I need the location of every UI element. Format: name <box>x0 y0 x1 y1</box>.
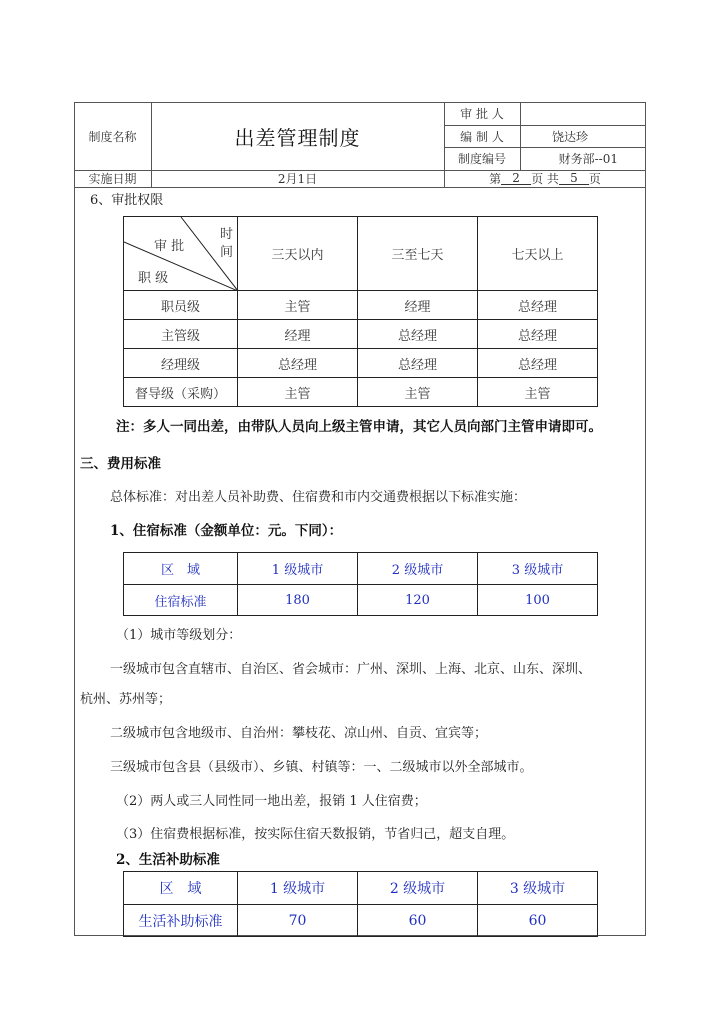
amount-cell: 120 <box>358 585 478 616</box>
column-header: 2 级城市 <box>358 872 478 905</box>
page-indicator <box>444 170 646 187</box>
approver-cell: 总经理 <box>478 291 598 320</box>
amount-cell: 70 <box>238 905 358 937</box>
approval-table <box>123 216 598 407</box>
lodging-heading: 1、住宿标准（金额单位：元。下同）： <box>110 523 343 539</box>
rule3-text: （3）住宿费根据标准，按实际住宿天数报销，节省归己，超支自理。 <box>116 827 515 842</box>
city-levels-heading: （1）城市等级划分： <box>116 628 242 643</box>
approver-cell: 经理 <box>358 291 478 320</box>
page-total: 5 <box>559 172 589 185</box>
column-header: 1 级城市 <box>238 553 358 585</box>
section-intro: 总体标准：对出差人员补助费、住宿费和市内交通费根据以下标准实施： <box>110 490 527 505</box>
level2-text: 二级城市包含地级市、自治州：攀枝花、凉山州、自贡、宜宾等； <box>110 726 488 741</box>
corner-approve-label: 审 批 <box>154 239 185 254</box>
column-header: 3 级城市 <box>478 872 598 905</box>
rule2-text: （2）两人或三人同性同一地出差，报销 1 人住宿费； <box>116 794 427 809</box>
column-header: 三至七天 <box>358 217 478 291</box>
page-current: 2 <box>501 172 531 185</box>
table-row <box>124 349 598 378</box>
approval-heading: 6、审批权限 <box>90 193 164 208</box>
subsidy-table <box>123 871 598 937</box>
approver-label: 审 批 人 <box>460 107 504 121</box>
editor-value: 饶达珍 <box>551 129 588 144</box>
section-heading: 三、费用标准 <box>80 456 161 472</box>
approver-cell: 总经理 <box>358 349 478 378</box>
policy-code-label: 制度编号 <box>457 152 506 166</box>
region-header: 区 域 <box>124 872 238 905</box>
column-header: 2 级城市 <box>358 553 478 585</box>
table-header-row <box>124 217 598 291</box>
column-header: 三天以内 <box>238 217 358 291</box>
approval-note: 注：多人一同出差，由带队人员向上级主管申请，其它人员向部门主管申请即可。 <box>116 419 602 435</box>
amount-cell: 180 <box>238 585 358 616</box>
header-divider <box>74 187 646 188</box>
approver-cell: 主管 <box>358 378 478 407</box>
corner-cell <box>124 217 238 291</box>
row-label: 生活补助标准 <box>124 905 238 937</box>
table-row <box>124 291 598 320</box>
page-mid: 页 共 <box>531 172 559 186</box>
lodging-table <box>123 552 598 616</box>
effective-date-label: 实施日期 <box>88 172 137 186</box>
column-header: 七天以上 <box>478 217 598 291</box>
row-label: 住宿标准 <box>124 585 238 616</box>
level1-line2: 杭州、苏州等； <box>80 692 172 707</box>
level-cell: 职员级 <box>124 291 238 320</box>
page-title: 出差管理制度 <box>234 125 361 150</box>
page-suffix: 页 <box>588 172 601 186</box>
corner-level-label: 职 级 <box>138 271 169 286</box>
table-row <box>124 378 598 407</box>
approver-cell: 总经理 <box>238 349 358 378</box>
approver-value <box>520 102 646 125</box>
amount-cell: 60 <box>478 905 598 937</box>
approver-cell: 主管 <box>238 291 358 320</box>
approver-cell: 总经理 <box>478 349 598 378</box>
amount-cell: 100 <box>478 585 598 616</box>
page-prefix: 第 <box>489 172 502 186</box>
approver-cell: 经理 <box>238 320 358 349</box>
effective-date-value: 2月1日 <box>277 172 318 186</box>
approver-cell: 总经理 <box>358 320 478 349</box>
corner-time-label-2: 间 <box>220 245 234 260</box>
column-header: 3 级城市 <box>478 553 598 585</box>
table-row <box>124 905 598 937</box>
editor-label: 编 制 人 <box>460 129 504 144</box>
policy-code-value: 财务部--01 <box>558 152 618 166</box>
table-row <box>124 320 598 349</box>
approver-cell: 主管 <box>238 378 358 407</box>
approver-cell: 主管 <box>478 378 598 407</box>
amount-cell: 60 <box>358 905 478 937</box>
table-row <box>124 585 598 616</box>
region-header: 区 域 <box>124 553 238 585</box>
subsidy-heading: 2、生活补助标准 <box>116 852 220 868</box>
column-header: 1 级城市 <box>238 872 358 905</box>
level-cell: 主管级 <box>124 320 238 349</box>
approver-cell: 总经理 <box>478 320 598 349</box>
level1-line1: 一级城市包含直辖市、自治区、省会城市：广州、深圳、上海、北京、山东、深圳、 <box>110 662 592 677</box>
level-cell: 督导级（采购） <box>124 378 238 407</box>
level3-text: 三级城市包含县（县级市）、乡镇、村镇等：一、二级城市以外全部城市。 <box>110 760 533 775</box>
policy-name-label: 制度名称 <box>88 129 137 144</box>
corner-time-label-1: 时 <box>220 227 234 242</box>
table-header-row <box>124 553 598 585</box>
table-header-row <box>124 872 598 905</box>
level-cell: 经理级 <box>124 349 238 378</box>
